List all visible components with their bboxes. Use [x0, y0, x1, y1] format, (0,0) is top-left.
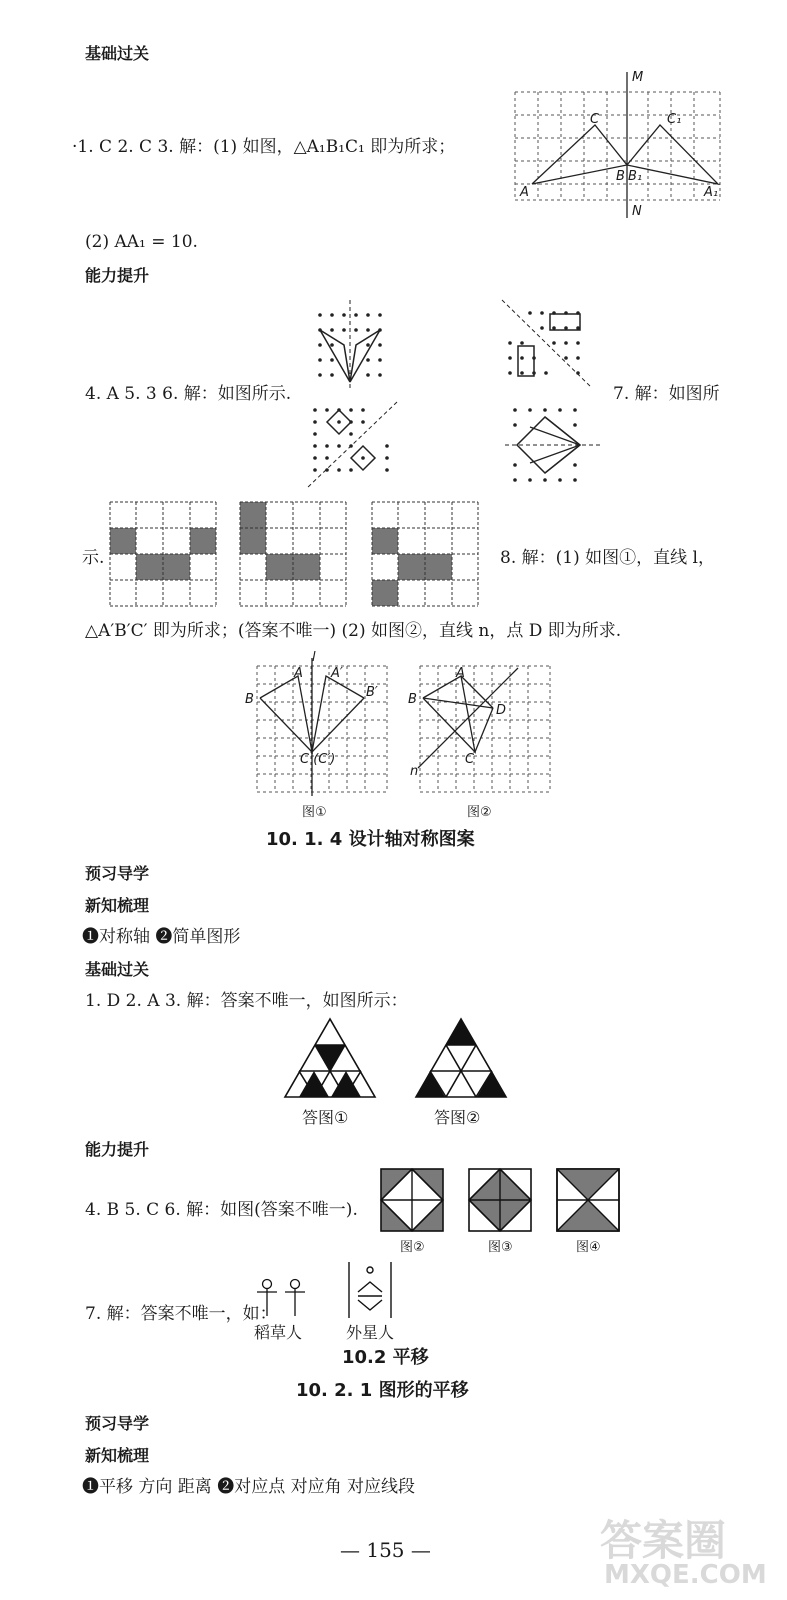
label-C-Cprime: C (C′) — [300, 752, 336, 767]
label-A: A — [520, 185, 529, 200]
section-title-10-1-4: 10. 1. 4 设计轴对称图案 — [266, 829, 475, 850]
shaded-grid-2 — [238, 500, 350, 608]
answer-line-1: ·1. C 2. C 3. 解：(1) 如图，△A₁B₁C₁ 即为所求； — [72, 137, 456, 157]
heading-knowledge: 新知梳理 — [85, 896, 150, 915]
dot-grid-figure-2 — [500, 298, 595, 393]
watermark-url: MXQE.COM — [604, 1560, 767, 1590]
label-n: n — [410, 764, 419, 779]
label-A-fig8: A — [294, 666, 303, 681]
answer-line-8: 4. B 5. C 6. 解：如图(答案不唯一). — [85, 1200, 358, 1220]
shaded-grid-3 — [370, 500, 482, 608]
label-B-fig8: B — [245, 692, 254, 707]
section-title-10-2-1: 10. 2. 1 图形的平移 — [296, 1380, 469, 1401]
triangle-pattern-1 — [283, 1017, 377, 1105]
label-A1: A₁ — [704, 185, 719, 200]
heading-basic-2: 基础过关 — [85, 960, 150, 979]
answer-line-6: ❶对称轴 ❷简单图形 — [82, 927, 241, 947]
dot-grid-figure-4 — [505, 405, 605, 485]
square-pattern-2 — [380, 1168, 444, 1232]
heading-preview-2: 预习导学 — [85, 1414, 150, 1433]
sq-caption-4: 图④ — [576, 1240, 601, 1255]
label-D: D — [496, 703, 507, 718]
label-A-prime: A′ — [331, 666, 343, 681]
fig-caption-1: 图① — [302, 805, 327, 820]
tri-caption-2: 答图② — [434, 1108, 481, 1127]
fig-caption-2: 图② — [467, 805, 492, 820]
label-C1: C₁ — [667, 112, 682, 127]
answer-line-3-right: 7. 解：如图所 — [613, 384, 720, 404]
figure-q8-1 — [255, 658, 395, 798]
answer-line-2: (2) AA₁ = 10. — [85, 232, 198, 252]
sq-caption-3: 图③ — [488, 1240, 513, 1255]
heading-ability-2: 能力提升 — [85, 1140, 150, 1159]
sq-caption-2: 图② — [400, 1240, 425, 1255]
answer-line-4-left: 示. — [82, 548, 105, 568]
shaded-grid-1 — [108, 500, 220, 608]
answer-line-7: 1. D 2. A 3. 解：答案不唯一，如图所示： — [85, 991, 408, 1011]
scarecrow-caption: 稻草人 — [254, 1323, 303, 1342]
answer-line-4-right: 8. 解：(1) 如图①，直线 l， — [500, 548, 715, 568]
label-B-fig8-2: B — [408, 692, 417, 707]
label-M: M — [632, 70, 644, 85]
answer-line-10: ❶平移 方向 距离 ❷对应点 对应角 对应线段 — [82, 1477, 416, 1497]
square-pattern-3 — [468, 1168, 532, 1232]
label-B: B — [616, 169, 625, 184]
label-B1: B₁ — [628, 169, 643, 184]
answer-line-5: △A′B′C′ 即为所求；(答案不唯一) (2) 如图②，直线 n，点 D 即为所求. — [85, 621, 622, 641]
alien-caption: 外星人 — [346, 1323, 395, 1342]
label-C: C — [590, 112, 600, 127]
watermark-logo: 答案圈 — [600, 1516, 727, 1565]
dot-grid-figure-3 — [305, 400, 400, 490]
section-title-10-2: 10.2 平移 — [342, 1347, 429, 1368]
alien-figure — [345, 1260, 395, 1320]
label-l: l — [312, 650, 316, 665]
label-N: N — [632, 204, 642, 219]
answer-line-9: 7. 解：答案不唯一，如： — [85, 1304, 277, 1324]
square-pattern-4 — [556, 1168, 620, 1232]
heading-preview: 预习导学 — [85, 864, 150, 883]
heading-basic: 基础过关 — [85, 44, 150, 63]
label-C-fig8-2: C — [465, 752, 475, 767]
label-B-prime: B′ — [366, 685, 378, 700]
page-number: — 155 — — [340, 1538, 431, 1562]
answer-line-3-left: 4. A 5. 3 6. 解：如图所示. — [85, 384, 292, 404]
label-A-fig8-2: A — [456, 666, 465, 681]
figure-q8-2 — [418, 658, 558, 798]
symmetry-grid-figure — [510, 70, 730, 230]
heading-ability: 能力提升 — [85, 266, 150, 285]
triangle-pattern-2 — [414, 1017, 508, 1105]
tri-caption-1: 答图① — [302, 1108, 349, 1127]
dot-grid-figure-1 — [310, 300, 390, 390]
heading-knowledge-2: 新知梳理 — [85, 1446, 150, 1465]
